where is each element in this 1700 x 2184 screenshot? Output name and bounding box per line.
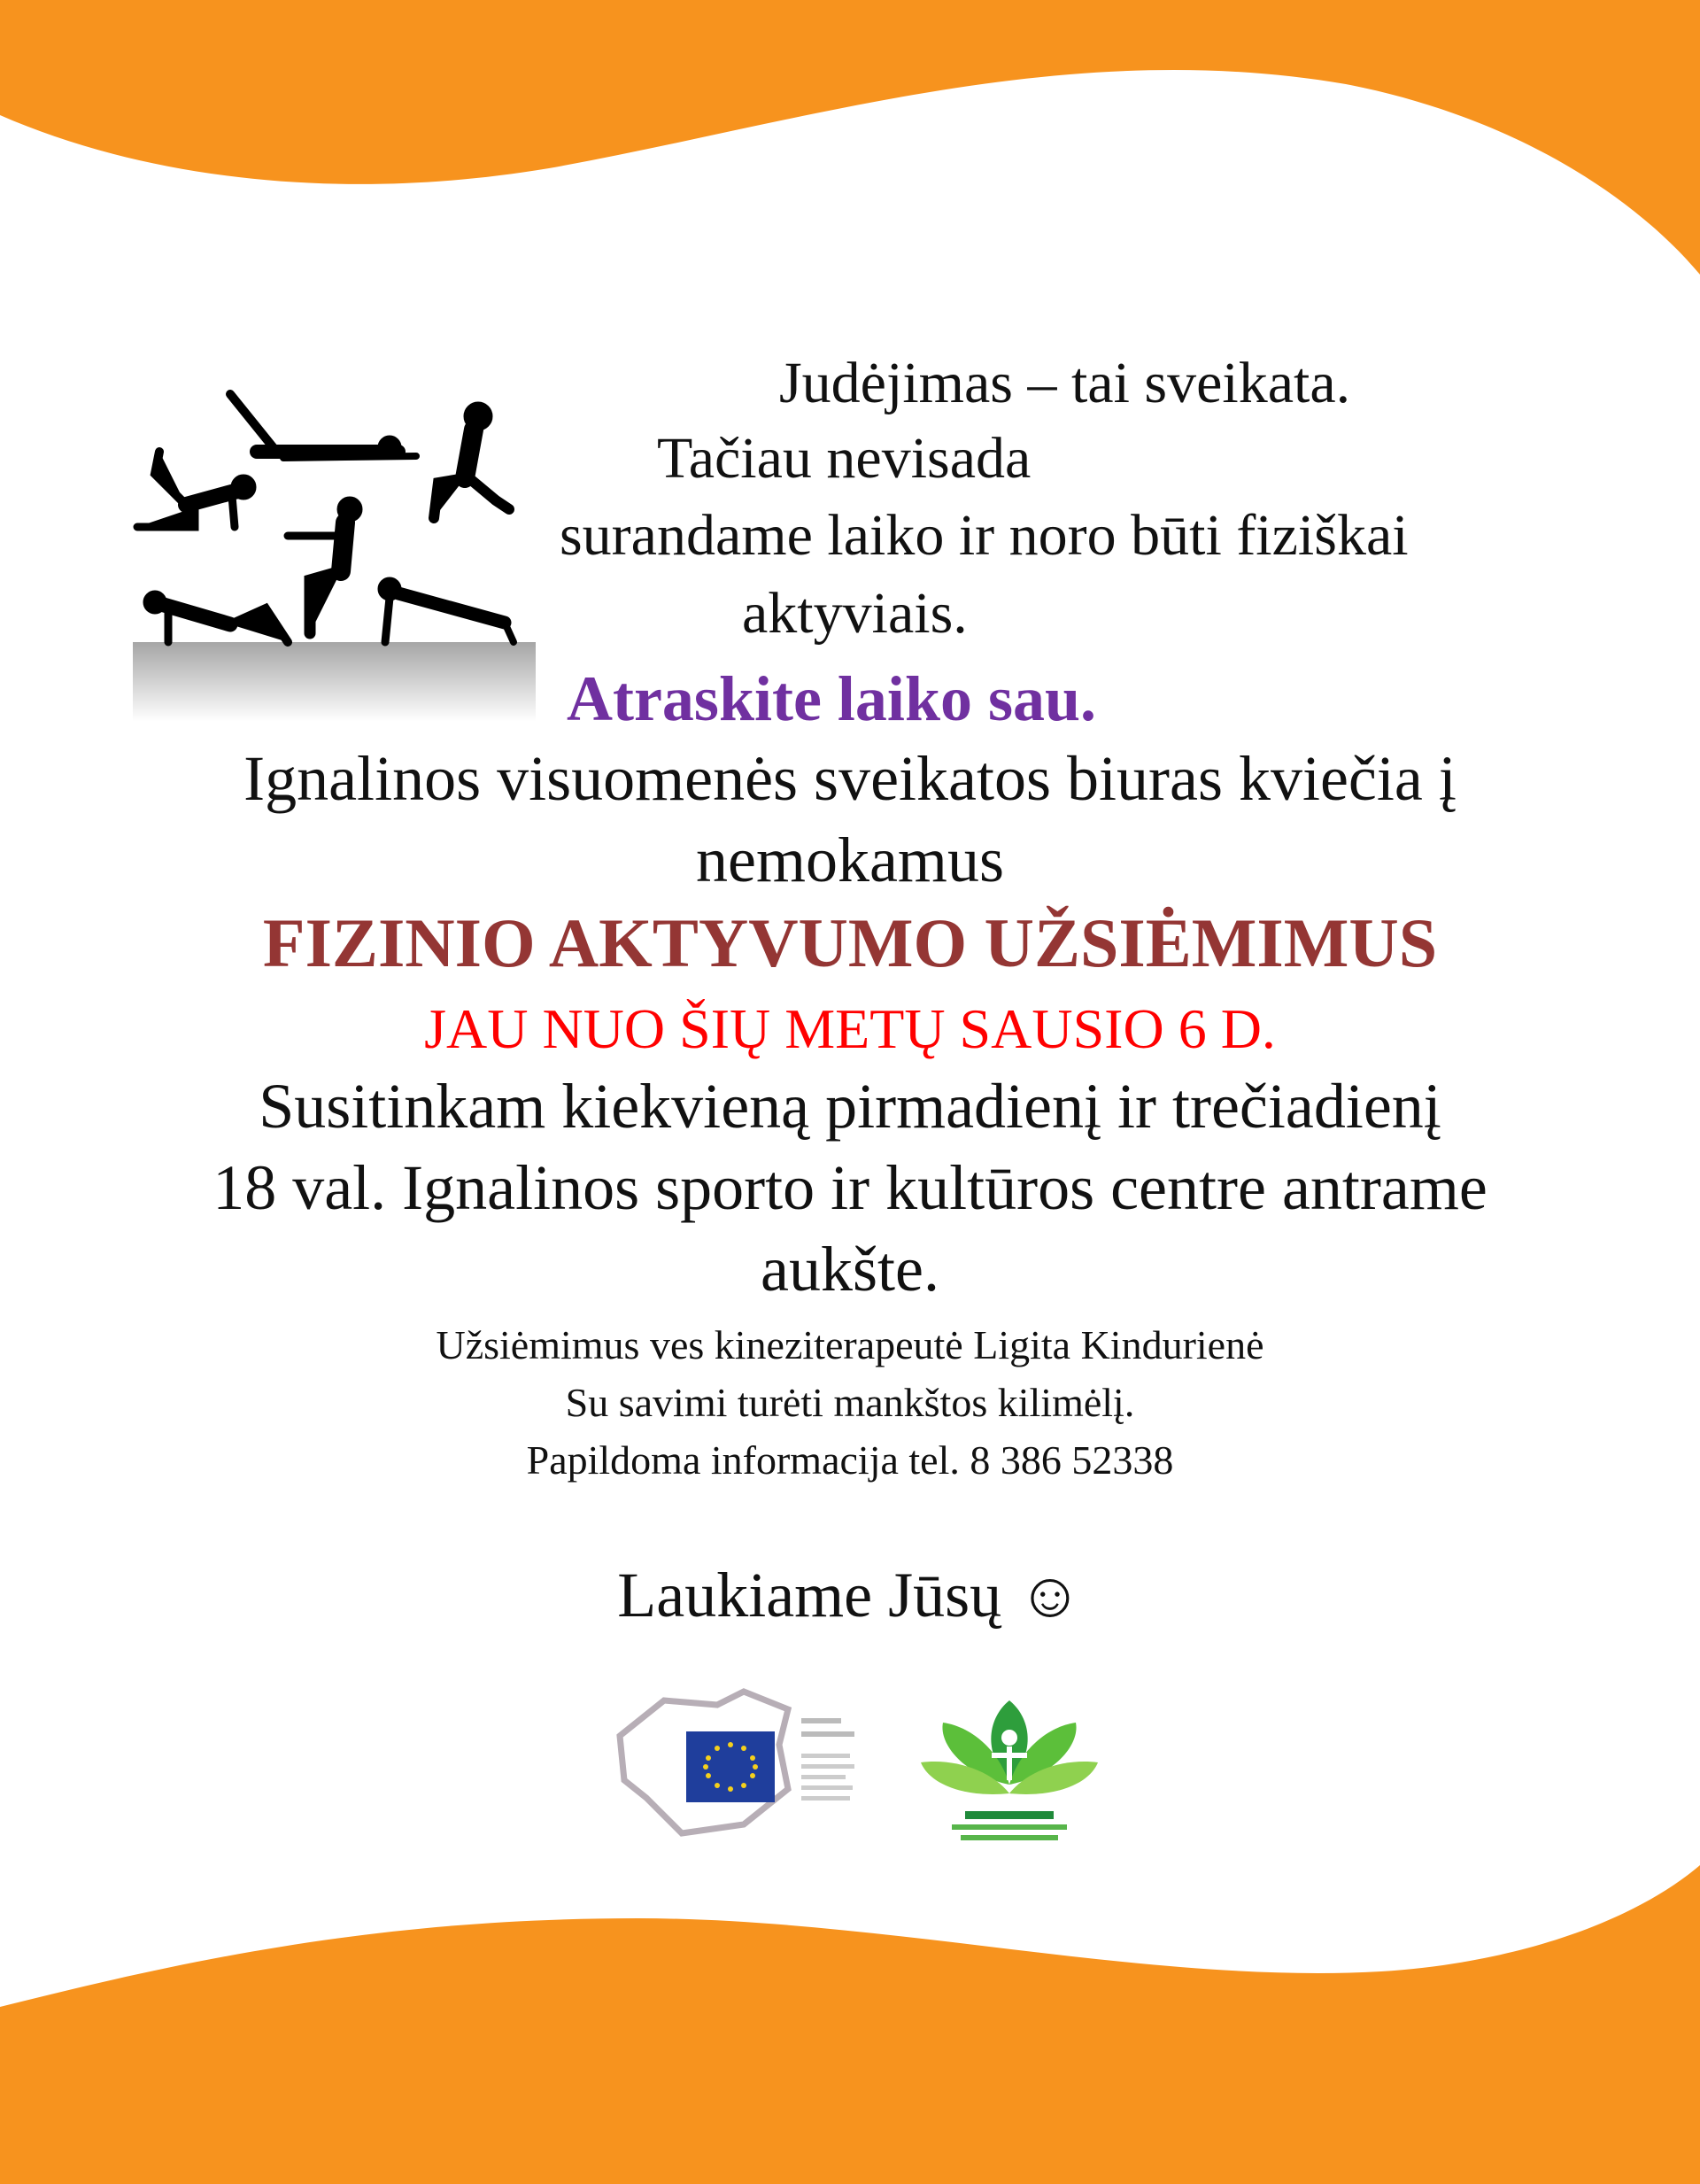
contact-info: Papildoma informacija tel. 8 386 52338 xyxy=(526,1437,1174,1483)
page-title: FIZINIO AKTYVUMO UŽSIĖMIMUS xyxy=(262,904,1438,981)
invite-line-2: nemokamus xyxy=(696,825,1004,895)
schedule-line-3: aukšte. xyxy=(761,1234,939,1305)
invite-line-1: Ignalinos visuomenės sveikatos biuras kviečia į xyxy=(243,743,1457,814)
ignalina-public-health-bureau-logo xyxy=(921,1700,1098,1840)
intro-line-3: surandame laiko ir noro būti fiziškai xyxy=(560,503,1409,568)
eu-lithuania-logo xyxy=(620,1692,854,1833)
closing-text: Laukiame Jūsų ☺ xyxy=(617,1560,1083,1630)
start-date: JAU NUO ŠIŲ METŲ SAUSIO 6 D. xyxy=(424,997,1276,1060)
schedule-line-2: 18 val. Ignalinos sporto ir kultūros centre antrame xyxy=(212,1152,1488,1223)
top-wave-decoration xyxy=(0,0,1700,292)
exercise-silhouettes-icon xyxy=(133,376,536,722)
intro-line-2: Tačiau nevisada xyxy=(657,426,1032,491)
bottom-wave-decoration xyxy=(0,1865,1700,2184)
partner-logos xyxy=(611,1683,1133,1886)
tagline: Atraskite laiko sau. xyxy=(567,663,1097,734)
intro-line-1: Judėjimas – tai sveikata. xyxy=(779,351,1351,415)
schedule-line-1: Susitinkam kiekvieną pirmadienį ir trečiadienį xyxy=(259,1071,1441,1142)
bring-mat-note: Su savimi turėti mankštos kilimėlį. xyxy=(565,1380,1135,1425)
instructor-info: Užsiėmimus ves kineziterapeutė Ligita Kindurienė xyxy=(436,1322,1264,1367)
intro-line-4: aktyviais. xyxy=(742,581,968,646)
